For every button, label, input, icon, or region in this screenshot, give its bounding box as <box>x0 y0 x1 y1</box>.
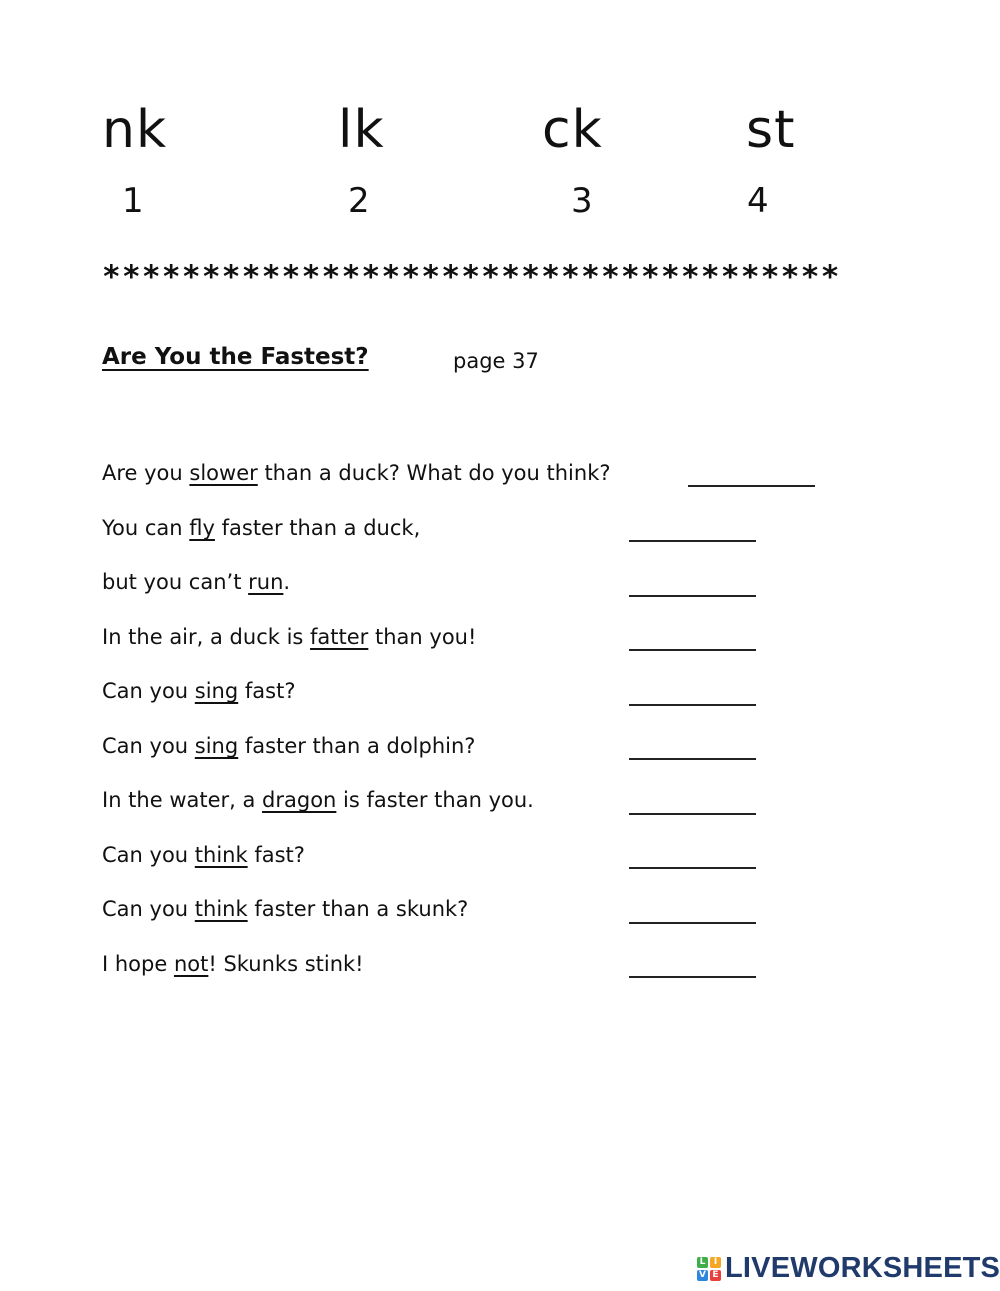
sentence-text: I hope <box>102 952 174 976</box>
sentence-7 <box>102 788 534 813</box>
digraph-number-2: 2 <box>348 181 370 221</box>
underlined-word: run <box>248 570 284 594</box>
sentence-text: than you! <box>368 625 477 649</box>
logo-cell-l: L <box>697 1257 708 1268</box>
page-reference: page 37 <box>453 349 539 373</box>
sentence-text: Can you <box>102 679 195 703</box>
sentence-3 <box>102 570 290 595</box>
digraph-number-3: 3 <box>571 181 593 221</box>
sentence-text: faster than a dolphin? <box>238 734 476 758</box>
answer-blank-4[interactable] <box>629 649 756 651</box>
underlined-word: think <box>194 843 248 867</box>
sentence-1 <box>102 461 611 486</box>
sentence-4 <box>102 625 476 650</box>
logo-wordmark: LIVEWORKSHEETS <box>725 1252 1000 1284</box>
answer-blank-8[interactable] <box>629 867 756 869</box>
underlined-word: fly <box>189 516 215 540</box>
sentence-text: You can <box>102 516 190 540</box>
logo-cell-i: I <box>710 1257 721 1268</box>
sentence-text: ! Skunks stink! <box>208 952 364 976</box>
sentence-text: Can you <box>102 843 195 867</box>
digraph-nk: nk <box>102 100 168 160</box>
sentence-text: faster than a skunk? <box>247 897 469 921</box>
underlined-word: think <box>194 897 248 921</box>
sentence-text: but you can’t <box>102 570 249 594</box>
digraph-lk: lk <box>338 100 385 160</box>
underlined-word: slower <box>189 461 258 485</box>
section-title: Are You the Fastest? <box>102 344 369 370</box>
underlined-word: not <box>173 952 209 976</box>
sentence-text: Can you <box>102 897 195 921</box>
sentence-text: . <box>283 570 291 594</box>
asterisk-separator: ************************************* <box>102 259 841 295</box>
answer-blank-3[interactable] <box>629 595 756 597</box>
answer-blank-9[interactable] <box>629 922 756 924</box>
sentence-10 <box>102 952 364 977</box>
sentence-text: than a duck? What do you think? <box>257 461 611 485</box>
sentence-2 <box>102 516 420 541</box>
sentence-6 <box>102 734 475 759</box>
sentence-text: Are you <box>102 461 190 485</box>
live-grid-icon <box>697 1257 721 1281</box>
answer-blank-2[interactable] <box>629 540 756 542</box>
digraph-ck: ck <box>542 100 603 160</box>
answer-blank-6[interactable] <box>629 758 756 760</box>
underlined-word: sing <box>194 734 239 758</box>
underlined-word: dragon <box>262 788 337 812</box>
logo-cell-e: E <box>710 1270 721 1281</box>
sentence-9 <box>102 897 468 922</box>
sentence-text: In the air, a duck is <box>102 625 311 649</box>
digraph-number-4: 4 <box>747 181 769 221</box>
underlined-word: sing <box>194 679 239 703</box>
answer-blank-10[interactable] <box>629 976 756 978</box>
sentence-text: In the water, a <box>102 788 263 812</box>
sentence-text: Can you <box>102 734 195 758</box>
sentence-8 <box>102 843 305 868</box>
logo-cell-v: V <box>697 1270 708 1281</box>
sentence-text: is faster than you. <box>336 788 534 812</box>
answer-blank-5[interactable] <box>629 704 756 706</box>
answer-blank-1[interactable] <box>688 485 815 487</box>
answer-blank-7[interactable] <box>629 813 756 815</box>
digraph-st: st <box>746 100 796 160</box>
sentence-text: faster than a duck, <box>214 516 421 540</box>
sentence-5 <box>102 679 295 704</box>
sentence-text: fast? <box>247 843 305 867</box>
sentence-text: fast? <box>238 679 296 703</box>
liveworksheets-logo <box>697 1254 1000 1283</box>
digraph-number-1: 1 <box>122 181 144 221</box>
underlined-word: fatter <box>310 625 369 649</box>
